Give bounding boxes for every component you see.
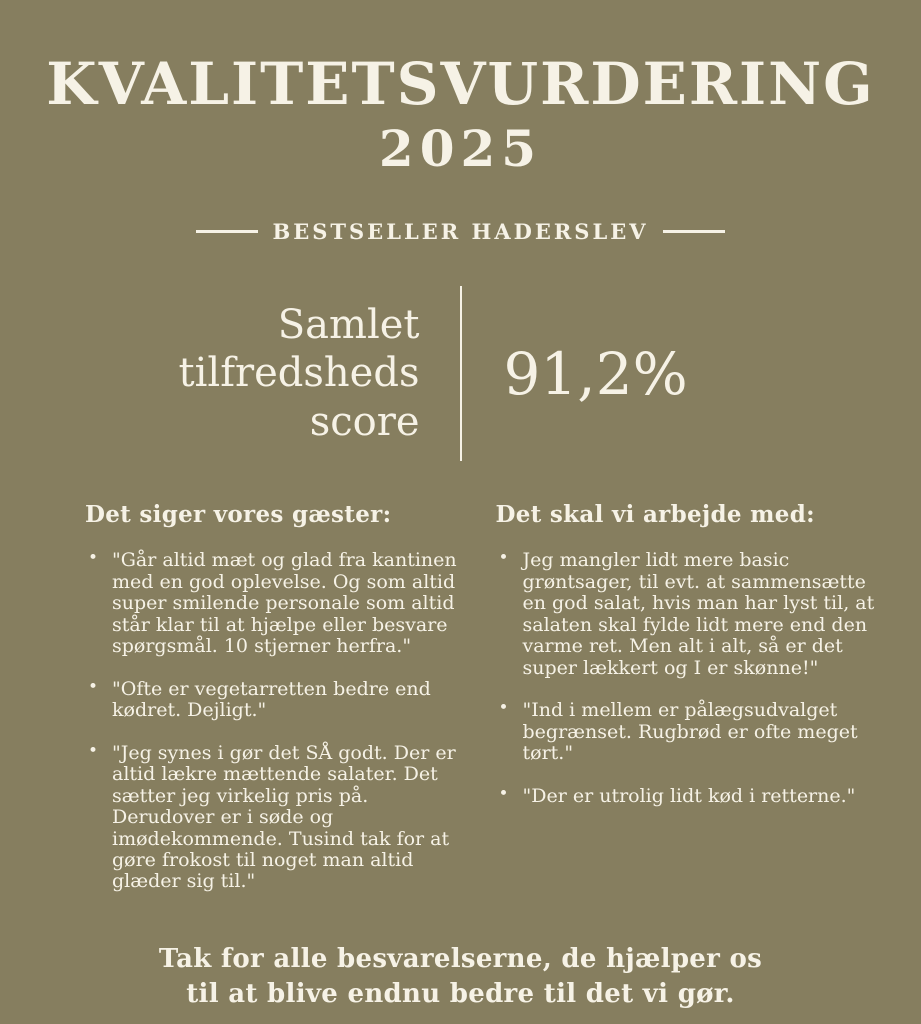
feedback-columns — [0, 501, 921, 914]
score-section — [0, 286, 921, 461]
guest-quote-item — [85, 740, 466, 893]
guest-quote-item — [85, 550, 466, 657]
guest-feedback-list — [85, 550, 466, 893]
footer-message: Tak for alle besvarelserne, de hjælper os til at blive endnu bedre til det vi gør. — [158, 943, 763, 1009]
improvement-quote-item — [496, 783, 877, 807]
improvement-list — [496, 550, 877, 807]
bullet-icon: • — [498, 783, 509, 804]
score-label: Samlet tilfredsheds score — [178, 301, 420, 446]
improvement-quote-item — [496, 700, 877, 764]
subtitle-location: BESTSELLER HADERSLEV — [272, 219, 649, 245]
subtitle-rule-left — [196, 230, 258, 233]
guest-feedback-column — [85, 501, 466, 914]
page-year: 2025 — [378, 118, 543, 178]
guest-quote-text: "Går altid mæt og glad fra kantinen med en god oplevelse. Og som altid super smilende personale som altid står klar til at hjælpe eller besvare spørgsmål. 10 stjerner herfra." — [112, 549, 457, 658]
bullet-icon: • — [88, 548, 99, 569]
bullet-icon: • — [88, 676, 99, 697]
bullet-icon: • — [88, 740, 99, 761]
improvement-heading: Det skal vi arbejde med: — [495, 501, 815, 529]
bullet-icon: • — [498, 548, 509, 569]
subtitle-row — [0, 219, 921, 244]
footer — [0, 942, 921, 1024]
improvement-quote-item — [496, 550, 877, 679]
improvement-quote-text: "Der er utrolig lidt kød i retterne." — [522, 784, 856, 807]
guest-quote-item — [85, 676, 466, 722]
page-title: KVALITETSVURDERING — [46, 50, 875, 118]
bullet-icon: • — [498, 698, 509, 719]
improvement-column — [496, 501, 877, 914]
improvement-quote-text: "Ind i mellem er pålægsudvalget begrænset. Rugbrød er ofte meget tørt." — [522, 699, 858, 765]
guest-feedback-heading: Det siger vores gæster: — [85, 501, 392, 529]
header — [0, 0, 921, 178]
score-value: 91,2% — [503, 339, 688, 408]
subtitle-rule-right — [663, 230, 725, 233]
guest-quote-text: "Ofte er vegetarretten bedre end kødret. Dejligt." — [112, 677, 431, 722]
improvement-quote-text: Jeg mangler lidt mere basic grøntsager, til evt. at sammensætte en god salat, hvis man har lyst til, at salaten skal fylde lidt mere end den varme ret. Men alt i alt, så er det super lækkert og I er skønne!" — [522, 549, 875, 679]
guest-quote-text: "Jeg synes i gør det SÅ godt. Der er altid lækre mættende salater. Det sætter jeg virkelig pris på. Derudover er i søde og imødekommende. Tusind tak for at gøre frokost til noget man altid glæder sig til." — [112, 741, 456, 893]
